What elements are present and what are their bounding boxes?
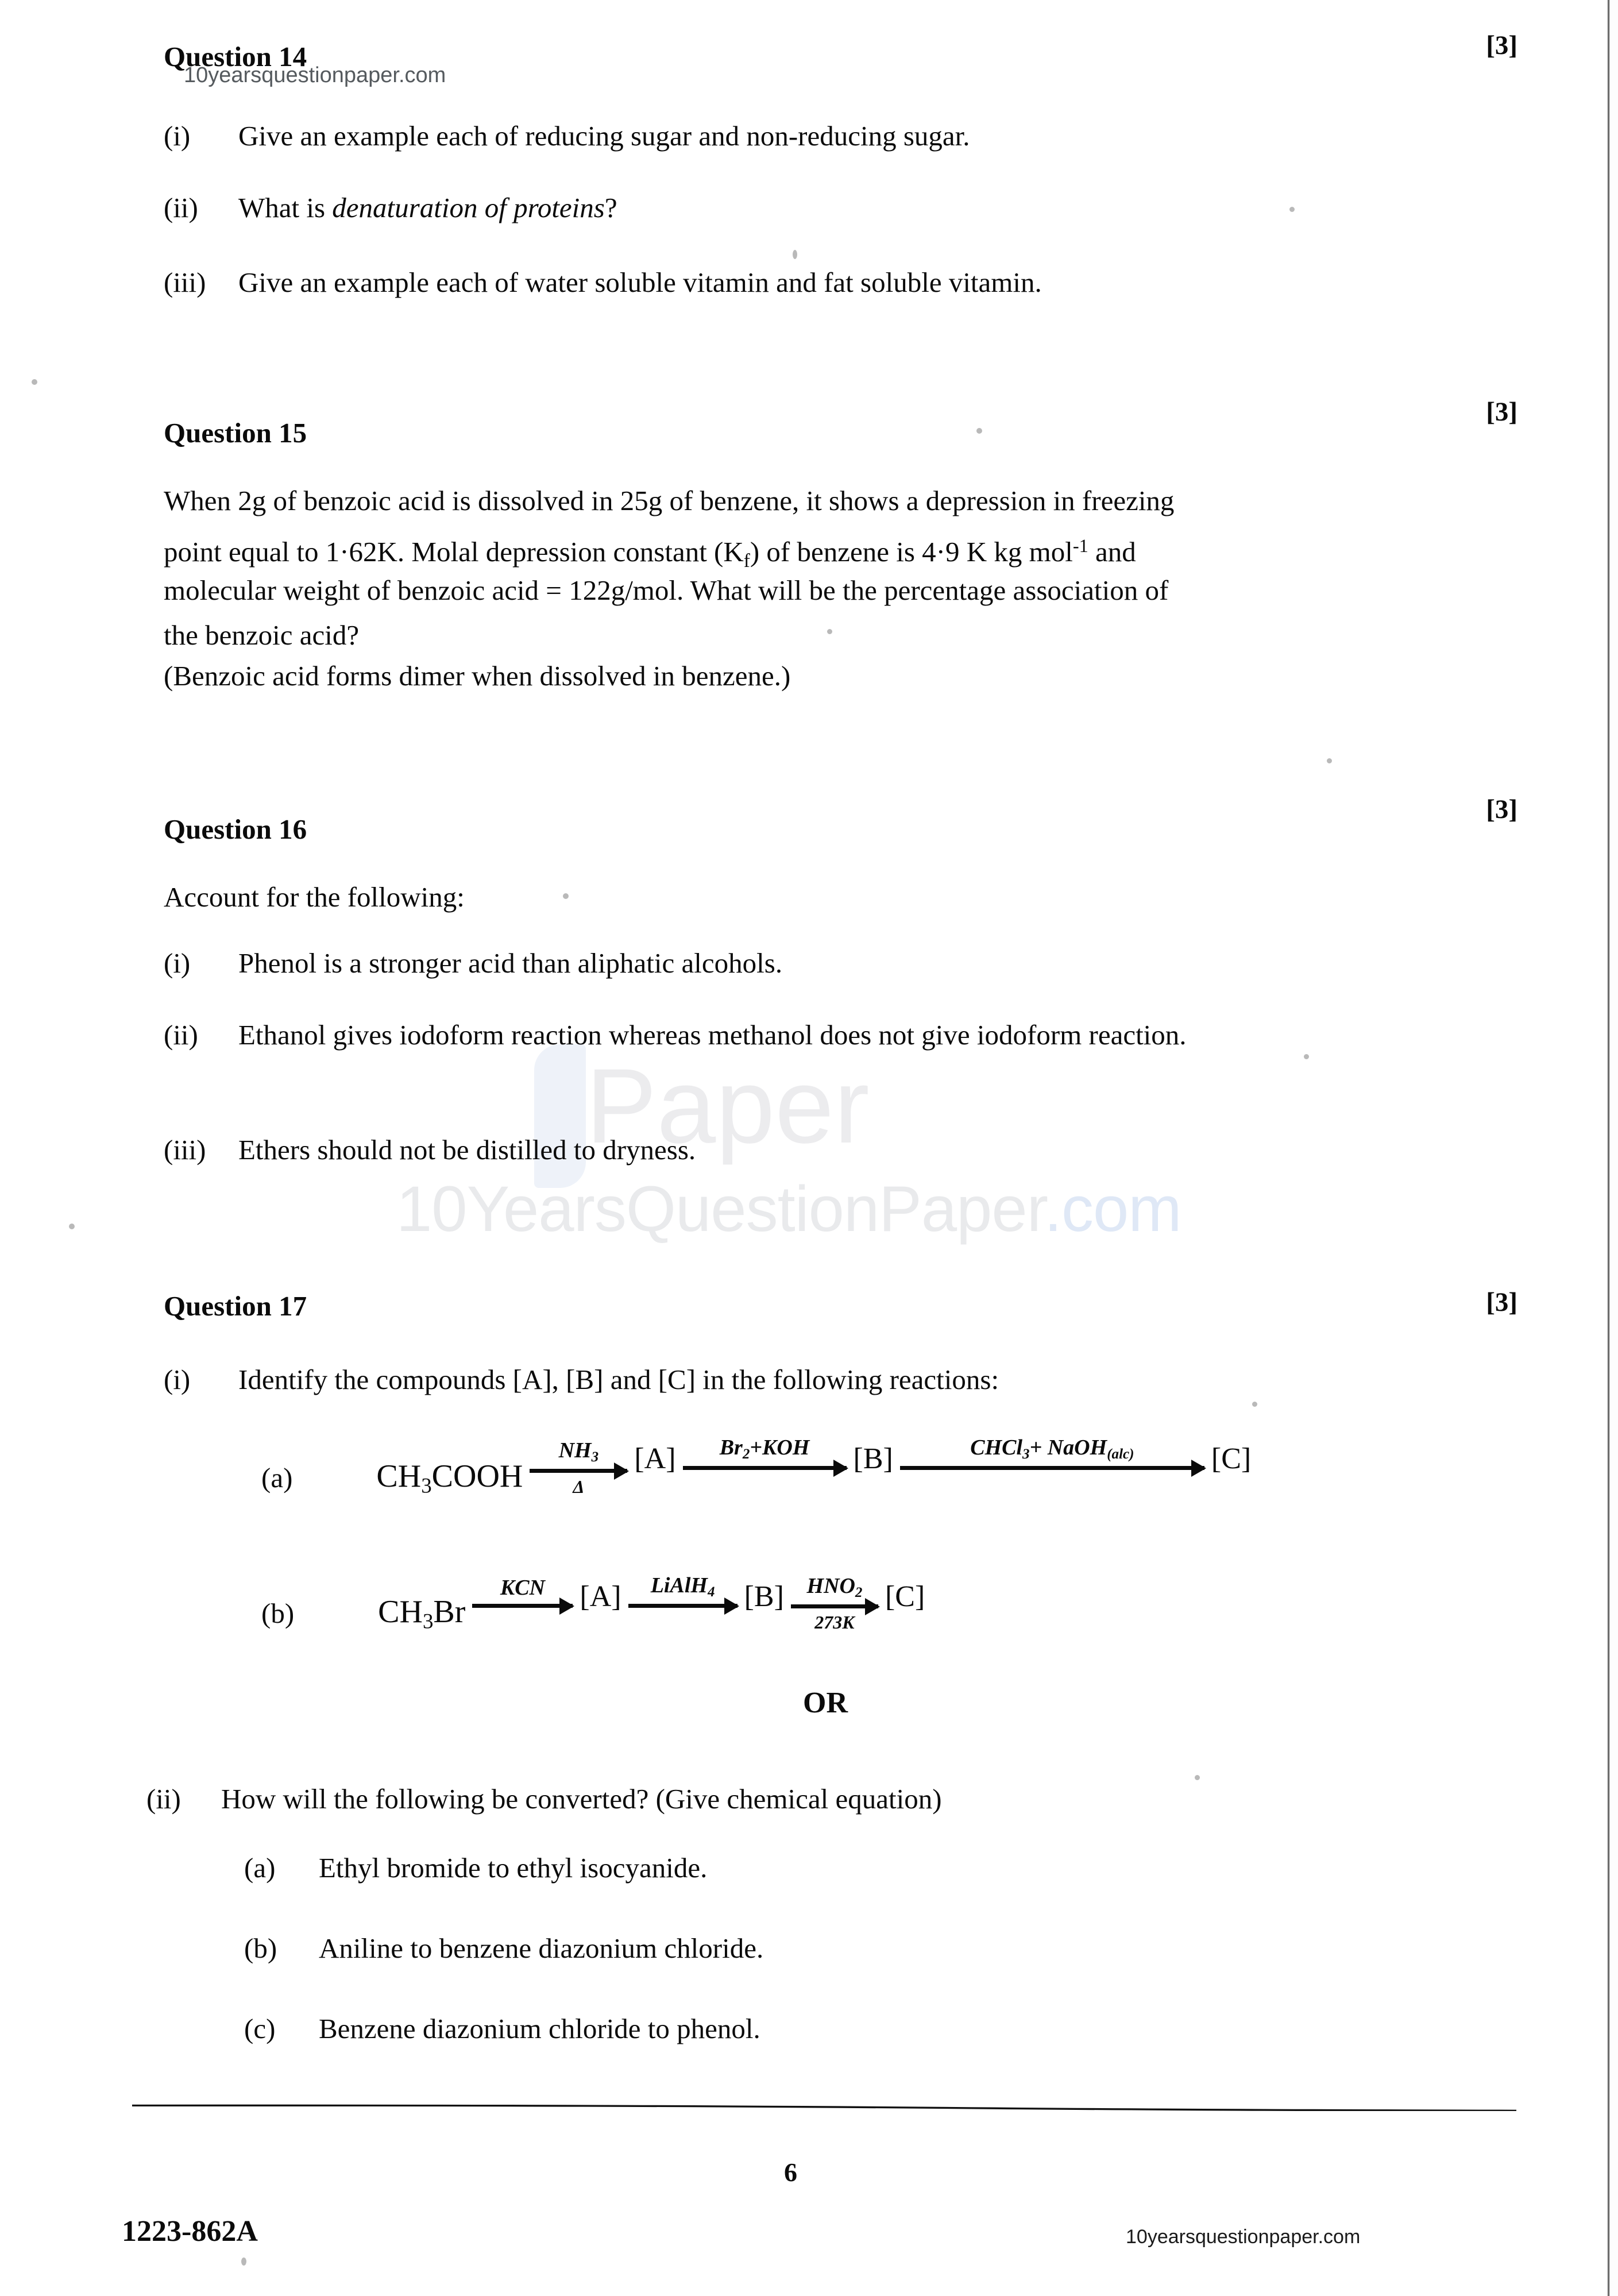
scan-speck	[241, 2258, 246, 2266]
question-16-marks: [3]	[1486, 794, 1517, 824]
question-15-body-line-1: When 2g of benzoic acid is dissolved in 25g of benzene, it shows a depression in freezing	[164, 485, 1175, 516]
item-text	[238, 187, 1473, 229]
question-15-body-line-3: molecular weight of benzoic acid = 122g/mol. What will be the percentage association of	[164, 574, 1169, 606]
reaction-a-condition-1: Δ	[573, 1476, 585, 1498]
reaction-b-product-2: [B]	[744, 1580, 784, 1614]
reaction-a-reagent-1: $NH_3$	[558, 1438, 599, 1465]
reaction-b-arrow-3	[791, 1573, 878, 1633]
item-label: (a)	[244, 1852, 276, 1884]
item-label: (c)	[244, 2013, 276, 2044]
reaction-a-label: (a)	[261, 1462, 293, 1494]
reaction-b	[261, 1573, 925, 1633]
question-14-marks: [3]	[1486, 30, 1517, 60]
item-text: Identify the compounds [A], [B] and [C] in the following reactions:	[238, 1364, 999, 1395]
reaction-a-product-1: [A]	[634, 1442, 676, 1476]
reaction-a-reagent-2: $Br_2+KOH$	[719, 1436, 810, 1463]
reaction-a-reagent-3: CHCl$_3$+ NaOH$_{(alc)}$	[970, 1436, 1134, 1463]
question-16-heading: Question 16	[164, 813, 307, 845]
scan-speck	[32, 379, 37, 385]
watermark-brand-tld: .com	[1044, 1173, 1181, 1245]
scan-speck	[1252, 1402, 1257, 1407]
question-17-heading: Question 17	[164, 1290, 307, 1322]
reaction-b-start: $CH_3Br$	[378, 1593, 466, 1633]
reaction-b-product-3: [C]	[885, 1580, 925, 1614]
item-text: Give an example each of water soluble vitamin and fat soluble vitamin.	[238, 267, 1042, 298]
question-15-body-line-4: the benzoic acid?	[164, 619, 360, 651]
reaction-a	[261, 1435, 1251, 1498]
scan-page-edge-white	[1610, 0, 1618, 2296]
item-label: (b)	[244, 1932, 277, 1964]
question-17-part-ii-item-b	[244, 1927, 1450, 1970]
question-14-heading: Question 14	[164, 41, 307, 72]
question-14-item-i	[164, 115, 1473, 157]
line2-part-a: point equal to 1·62K. Molal depression constant (K	[164, 536, 744, 568]
reaction-a-start: $CH_3COOH$	[376, 1458, 523, 1498]
paper-code: 1223-862A	[122, 2215, 258, 2248]
watermark-top-small: 10yearsquestionpaper.com	[184, 63, 446, 87]
question-17-part-ii-item-a	[244, 1847, 1450, 1889]
scan-page-edge-line	[1607, 0, 1610, 2296]
reaction-a-arrow-2	[683, 1435, 847, 1478]
scan-speck	[793, 250, 797, 259]
page-number: 6	[784, 2158, 797, 2187]
item-text: Ethers should not be distilled to dryness.	[238, 1134, 696, 1166]
item-text: Aniline to benzene diazonium chloride.	[319, 1932, 764, 1964]
reaction-b-arrow-1	[472, 1575, 573, 1616]
item-text: Benzene diazonium chloride to phenol.	[319, 2013, 760, 2044]
question-17-or-label: OR	[803, 1687, 848, 1719]
item-text: How will the following be converted? (Give chemical equation)	[221, 1783, 942, 1815]
question-15-heading: Question 15	[164, 417, 307, 449]
question-14-item-ii	[164, 187, 1473, 229]
reaction-b-reagent-3: $HNO_2$	[806, 1574, 863, 1601]
item-label: (iii)	[164, 1134, 206, 1166]
reaction-a-product-2: [B]	[853, 1442, 893, 1476]
item-text-italic: denaturation of proteins	[332, 192, 605, 223]
item-label: (i)	[164, 1364, 191, 1395]
question-16-item-iii	[164, 1129, 1473, 1171]
question-15-body-line-5: (Benzoic acid forms dimer when dissolved in benzene.)	[164, 660, 791, 692]
scan-speck	[563, 893, 569, 899]
item-label: (iii)	[164, 267, 206, 298]
question-16-lead: Account for the following:	[164, 881, 465, 913]
item-text: Give an example each of reducing sugar and non-reducing sugar.	[238, 120, 970, 152]
item-text: Ethanol gives iodoform reaction whereas methanol does not give iodoform reaction.	[238, 1019, 1187, 1051]
scan-speck	[69, 1224, 75, 1229]
question-16-item-i	[164, 942, 1473, 985]
item-text: Phenol is a stronger acid than aliphatic alcohols.	[238, 947, 783, 979]
mol-superscript: -1	[1072, 535, 1088, 556]
footer-site-label: 10yearsquestionpaper.com	[1126, 2226, 1361, 2248]
reaction-a-arrow-3	[900, 1435, 1204, 1478]
line2-part-b: ) of benzene is 4·9 K kg mol	[750, 536, 1073, 568]
item-label: (ii)	[146, 1783, 181, 1815]
scan-speck	[976, 428, 982, 434]
item-text: Ethyl bromide to ethyl isocyanide.	[319, 1852, 708, 1884]
kf-subscript: f	[743, 550, 750, 572]
reaction-a-product-3: [C]	[1211, 1442, 1252, 1476]
question-15-marks: [3]	[1486, 397, 1517, 427]
reaction-b-reagent-1: KCN	[500, 1576, 545, 1600]
watermark-brand-name: 10YearsQuestionPaper	[396, 1173, 1044, 1245]
item-text-after: ?	[604, 192, 617, 223]
item-label: (ii)	[164, 1019, 198, 1051]
question-17-marks: [3]	[1486, 1287, 1517, 1317]
scan-speck	[1327, 758, 1332, 763]
question-17-part-ii	[146, 1778, 1456, 1820]
item-label: (i)	[164, 120, 191, 152]
question-17-part-ii-item-c	[244, 2008, 1450, 2050]
reaction-b-condition-3: 273K	[814, 1612, 855, 1633]
footer-rule	[132, 2104, 1516, 2111]
item-text-before: What is	[238, 192, 333, 223]
reaction-a-arrow-1	[530, 1438, 627, 1498]
reaction-b-label: (b)	[261, 1597, 295, 1630]
reaction-b-product-1: [A]	[580, 1580, 621, 1614]
reaction-b-reagent-2: LiAlH$_4$	[650, 1573, 715, 1600]
question-16-item-ii	[164, 1014, 1476, 1056]
watermark-paper-word: Paper	[586, 1047, 870, 1166]
question-14-item-iii	[164, 261, 1473, 304]
item-label: (i)	[164, 947, 191, 979]
reaction-b-arrow-2	[628, 1573, 737, 1616]
line2-part-c: and	[1088, 536, 1136, 568]
watermark-brand	[396, 1172, 1181, 1246]
question-17-part-i	[164, 1359, 1473, 1401]
item-label: (ii)	[164, 192, 198, 223]
